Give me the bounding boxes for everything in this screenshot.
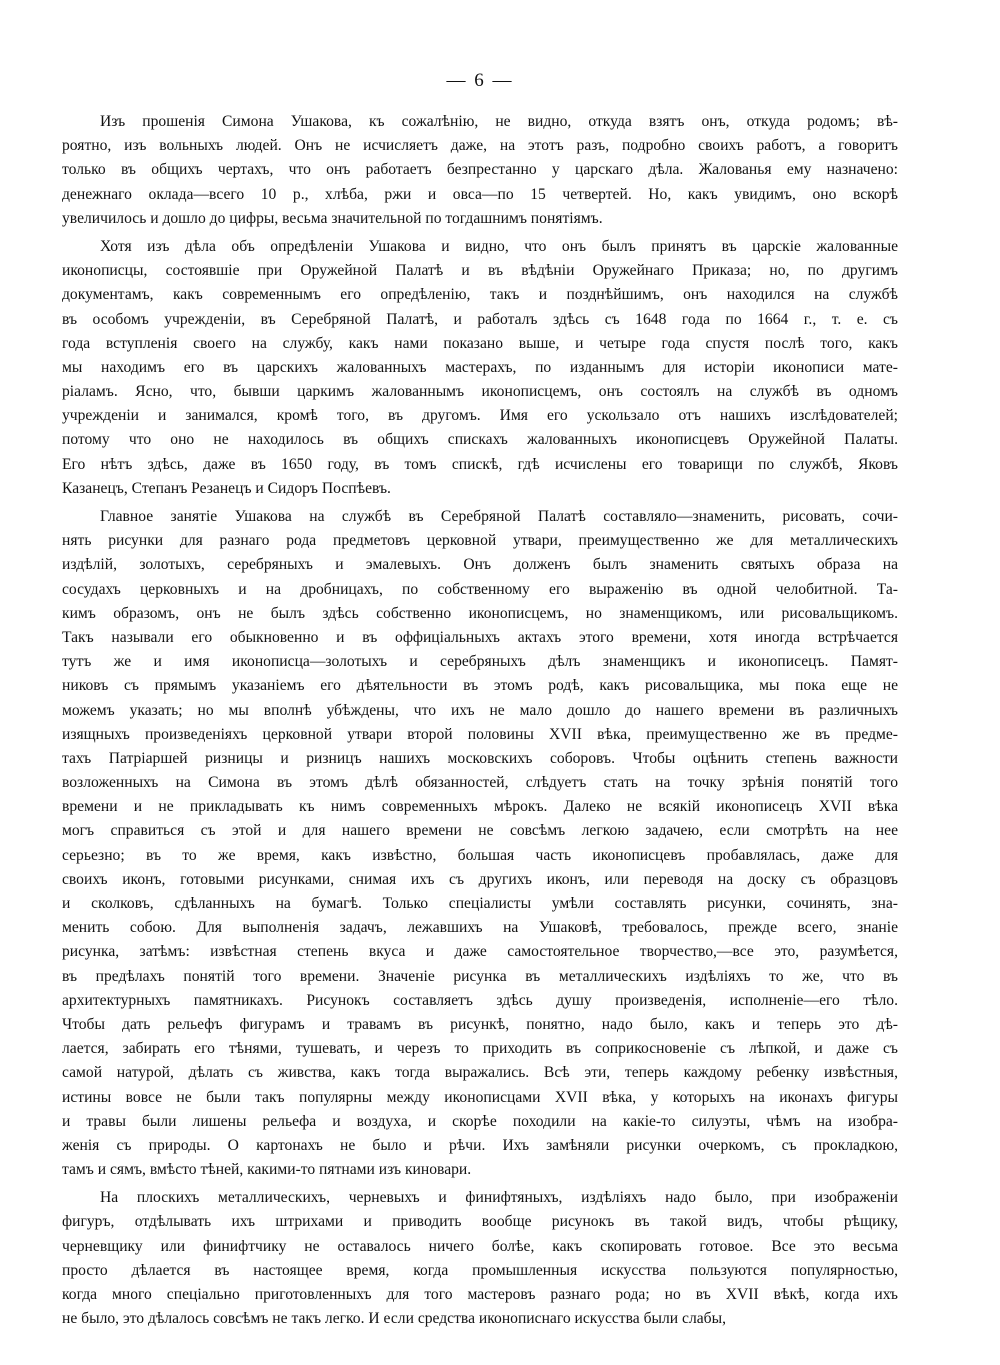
- text-line: роятно, изъ вольныхъ людей. Онъ не исчисляетъ даже, на этотъ разъ, подробно своихъ работъ, а говоритъ: [62, 137, 898, 155]
- page-number: — 6 —: [446, 70, 514, 91]
- text-line: Хотя изъ дѣла объ опредѣленіи Ушакова и видно, что онъ былъ принятъ въ царскіе жалованные: [100, 237, 898, 255]
- text-body: [62, 110, 898, 1331]
- text-line: кимъ образомъ, онъ не былъ здѣсь собственно иконописцемъ, но знаменщикомъ, или рисовальщикомъ.: [62, 604, 898, 622]
- text-line: Его нѣтъ здѣсь, даже въ 1650 году, въ томъ спискѣ, гдѣ исчислены его товарищи по службѣ, Яковъ: [62, 455, 898, 473]
- text-line: сосудахъ церковныхъ и на дробницахъ, по собственному его выраженію въ одной челобитной. Та-: [62, 580, 898, 598]
- text-line: серьезно; въ то же время, какъ извѣстно, большая часть иконописцевъ пробавлялась, даже для: [62, 846, 898, 864]
- text-line: женія съ природы. О картонахъ не было и рѣчи. Ихъ замѣняли рисунки очеркомъ, съ прокладкою,: [62, 1136, 898, 1154]
- text-line: лается, забирать его тѣнями, тушевать, и черезъ то приходить въ соприкосновеніе съ лѣпкой, и даже съ: [62, 1040, 898, 1058]
- text-line: менить собою. Для выполненія задачъ, лежавшихъ на Ушаковѣ, требовалось, прежде всего, знаніе: [62, 919, 898, 937]
- text-line: ріаламъ. Ясно, что, бывши царкимъ жалованнымъ иконописцемъ, онъ состоялъ на службѣ въ одномъ: [62, 383, 898, 401]
- text-line: издѣлій, золотыхъ, серебряныхъ и эмалевыхъ. Онъ долженъ былъ знаменить святыхъ образа на: [62, 556, 898, 574]
- text-line: въ предѣлахъ понятій того времени. Значеніе рисунка въ металлическихъ издѣліяхъ то же, что въ: [62, 967, 898, 985]
- text-line: потому что оно не находилось въ общихъ спискахъ жалованныхъ иконописцевъ Оружейной Палаты.: [62, 431, 898, 449]
- paragraph: [62, 235, 898, 501]
- text-line: Чтобы дать рельефъ фигурамъ и травамъ въ рисункѣ, понятно, надо было, какъ и теперь это дѣ-: [62, 1015, 898, 1033]
- text-line: документамъ, какъ современнымъ его опредѣленію, такъ и позднѣйшимъ, онъ находился на службѣ: [62, 286, 898, 304]
- text-line: Изъ прошенія Симона Ушакова, къ сожалѣнію, не видно, откуда взятъ онъ, откуда родомъ; вѣ-: [100, 113, 898, 130]
- text-line: не было, это дѣлалось совсѣмъ не такъ легко. И если средства иконописнаго искусства были слабы,: [62, 1310, 726, 1328]
- document-page: [62, 70, 898, 1331]
- text-line: мы находимъ его въ царскихъ жалованныхъ мастерахъ, по изданнымъ для исторіи иконописи мате-: [62, 358, 898, 376]
- text-line: года вступленія своего на службу, какъ нами показано выше, и четыре года спустя послѣ того, какъ: [62, 334, 898, 352]
- text-line: времени и не прикладывать къ нимъ современныхъ мѣрокъ. Далеко не всякій иконописецъ XVII вѣка: [62, 798, 898, 816]
- paragraph: [62, 1186, 898, 1331]
- text-line: возложенныхъ на Симона въ этомъ дѣлѣ обязанностей, слѣдуетъ стать на точку зрѣнія понятій того: [62, 774, 898, 792]
- text-line: самой натурой, дѣлать съ живства, какъ тогда выражались. Всѣ эти, теперь каждому ребенку извѣстныя,: [62, 1064, 898, 1082]
- text-line: увеличилось и дошло до цифры, весьма значительной по тогдашнимъ понятіямъ.: [62, 209, 603, 227]
- text-line: просто дѣлается въ настоящее время, когда промышленныя искусства пользуются популярностью,: [62, 1261, 898, 1279]
- text-line: своихъ иконъ, готовыми рисунками, снимая ихъ съ другихъ иконъ, или переводя на доску съ образцовъ: [62, 870, 898, 888]
- text-line: Казанецъ, Степанъ Резанецъ и Сидоръ Поспѣевъ.: [62, 479, 391, 497]
- text-line: могъ справиться съ этой и для нашего времени не совсѣмъ легкою задачею, если смотрѣть на нее: [62, 822, 898, 840]
- text-line: въ особомъ учрежденіи, въ Серебряной Палатѣ, и работалъ здѣсь съ 1648 года по 1664 г., т. е. съ: [62, 310, 898, 328]
- paragraph: [62, 505, 898, 1182]
- text-line: истины вовсе не были такъ популярны между иконописцами XVII вѣка, у которыхъ на иконахъ фигуры: [62, 1088, 898, 1106]
- text-line: рисунка, затѣмъ: извѣстная степень вкуса и даже самостоятельное творчество,—все это, разумѣется,: [62, 943, 898, 961]
- text-line: никовъ съ прямымъ указаніемъ его дѣятельности въ этомъ родѣ, какъ рисовальщика, мы пока еще не: [62, 677, 898, 695]
- text-line: черневщику или финифтчику не оставалось ничего болѣе, какъ скопировать готовое. Все это весьма: [62, 1237, 898, 1255]
- text-line: тутъ же и имя иконописца—золотыхъ и серебряныхъ дѣлъ знаменщикъ и иконописецъ. Памят-: [62, 653, 898, 671]
- text-line: когда много спеціально приготовленныхъ для того мастеровъ разнаго рода; но въ XVII вѣкѣ, когда ихъ: [62, 1286, 898, 1303]
- text-line: тамъ и сямъ, вмѣсто тѣней, какими-то пятнами изъ киновари.: [62, 1161, 472, 1179]
- text-line: Главное занятіе Ушакова на службѣ въ Серебряной Палатѣ составляло—знаменить, рисовать, сочи-: [100, 508, 898, 525]
- text-line: и сколковъ, сдѣланныхъ на бумагѣ. Только спеціалисты умѣли составлять рисунки, сочинять, зна-: [62, 895, 898, 912]
- text-line: тахъ Патріаршей ризницы и ризницъ нашихъ московскихъ соборовъ. Чтобы оцѣнить степень важности: [62, 749, 898, 767]
- text-line: фигуръ, отдѣлывать ихъ штрихами и приводить вообще рисунокъ въ такой видъ, чтобы рѣщику,: [62, 1213, 898, 1231]
- text-line: архитектурныхъ памятникахъ. Рисунокъ составляетъ здѣсь душу произведенія, исполненіе—его тѣло.: [62, 991, 898, 1009]
- text-line: и травы были лишены рельефа и воздуха, и скорѣе походили на какіе-то силуэты, чѣмъ на изобра-: [62, 1112, 898, 1130]
- text-line: изящныхъ произведеніяхъ церковной утвари второй половины XVII вѣка, преимущественно же въ предме-: [62, 725, 898, 743]
- text-line: учрежденіи и занимался, кромѣ того, въ другомъ. Имя его ускользало отъ нашихъ изслѣдователей;: [62, 407, 898, 425]
- text-line: денежнаго оклада—всего 10 р., хлѣба, ржи и овса—по 15 четвертей. Но, какъ увидимъ, оно вскорѣ: [62, 185, 898, 203]
- text-line: На плоскихъ металлическихъ, черневыхъ и финифтяныхъ, издѣліяхъ надо было, при изображеніи: [100, 1189, 898, 1207]
- text-line: Такъ называли его обыкновенно и въ оффиціальныхъ актахъ этого времени, хотя иногда встрѣчается: [62, 628, 898, 646]
- text-line: иконописцы, состоявшіе при Оружейной Палатѣ и въ вѣдѣніи Оружейнаго Приказа; но, по другимъ: [62, 262, 898, 280]
- text-line: только въ общихъ чертахъ, что онъ работаетъ безпрестанно у царскаго дѣла. Жалованья ему назначено:: [62, 161, 898, 179]
- text-line: можемъ указать; но мы вполнѣ убѣждены, что ихъ не мало дошло до нашего времени въ различныхъ: [62, 701, 898, 719]
- paragraph: [62, 110, 898, 231]
- text-line: нять рисунки для разнаго рода предметовъ церковной утвари, преимущественно же для металлическихъ: [62, 532, 898, 550]
